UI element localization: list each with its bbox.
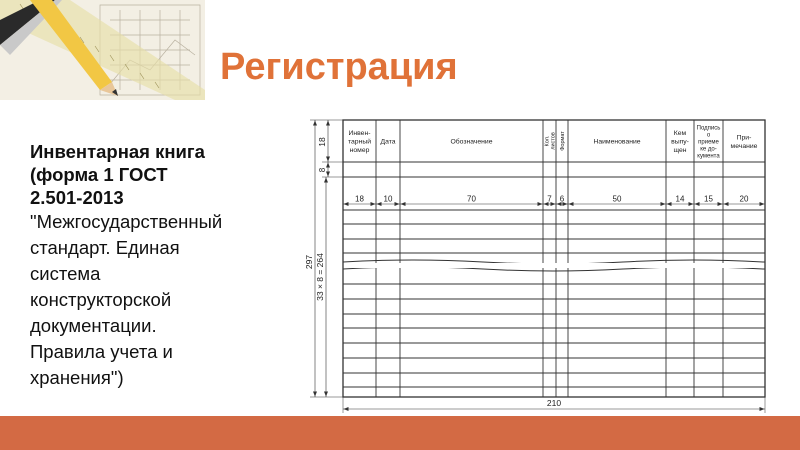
body-line: конструкторской bbox=[30, 289, 172, 310]
break-gap bbox=[344, 263, 764, 268]
total-width-label: 210 bbox=[546, 398, 562, 408]
dimension-arrowhead bbox=[760, 407, 765, 411]
column-width-label: 10 bbox=[383, 194, 393, 204]
column-header-text: Обозначение bbox=[450, 138, 493, 146]
column-header-text: щен bbox=[673, 147, 687, 154]
column-header-text: кумента bbox=[697, 153, 720, 160]
dimension-arrowhead bbox=[695, 202, 700, 206]
dimension-arrowhead bbox=[401, 202, 406, 206]
total-height-label: 297 bbox=[304, 254, 314, 270]
column-width-label: 18 bbox=[355, 194, 364, 204]
header-height-label: 18 bbox=[317, 137, 327, 147]
dimension-arrowhead bbox=[667, 202, 672, 206]
column-header-text: мечание bbox=[730, 142, 758, 150]
drafting-tools-photo bbox=[0, 0, 205, 100]
dimension-arrowhead bbox=[326, 163, 330, 168]
bottom-accent-bar bbox=[0, 416, 800, 450]
dimension-arrowhead bbox=[324, 178, 328, 183]
column-header-text: листов bbox=[550, 132, 557, 150]
column-header-text: выпу- bbox=[671, 138, 689, 146]
dimension-arrowhead bbox=[371, 202, 376, 206]
dimension-arrowhead bbox=[313, 121, 317, 126]
column-header-text: Кол. bbox=[544, 135, 551, 147]
dimension-arrowhead bbox=[324, 392, 328, 397]
rows-height-label: 33 × 8 = 264 bbox=[315, 253, 325, 301]
slide-title: Регистрация bbox=[220, 46, 458, 88]
heading-line: Инвентарная книга bbox=[30, 141, 205, 162]
column-header-text: тарный bbox=[347, 138, 372, 146]
column-header-text: приеме bbox=[698, 139, 719, 146]
column-header-text: номер bbox=[349, 147, 370, 154]
dimension-arrowhead bbox=[313, 392, 317, 397]
column-header-text: о bbox=[706, 132, 711, 139]
column-header-text: ке до- bbox=[700, 146, 717, 153]
dimension-arrowhead bbox=[344, 407, 349, 411]
dimension-arrowhead bbox=[569, 202, 574, 206]
body-line: "Межгосударственный bbox=[30, 211, 223, 232]
description-block bbox=[30, 140, 300, 391]
column-width-label: 70 bbox=[467, 194, 476, 204]
dimension-arrowhead bbox=[377, 202, 382, 206]
dimension-arrowhead bbox=[689, 202, 694, 206]
column-header-text: Наименование bbox=[593, 138, 641, 146]
dimension-arrowhead bbox=[661, 202, 666, 206]
body-line: Правила учета и bbox=[30, 341, 173, 362]
body-line: документации. bbox=[30, 315, 157, 336]
dimension-arrowhead bbox=[395, 202, 400, 206]
row-height-label: 8 bbox=[318, 167, 327, 173]
heading-line: (форма 1 ГОСТ bbox=[30, 164, 168, 185]
form-heading bbox=[30, 140, 300, 209]
body-line: система bbox=[30, 263, 101, 284]
dimension-arrowhead bbox=[326, 157, 330, 162]
column-width-label: 15 bbox=[704, 194, 713, 204]
dimension-arrowhead bbox=[718, 202, 723, 206]
dimension-arrowhead bbox=[724, 202, 729, 206]
heading-line: 2.501-2013 bbox=[30, 187, 124, 208]
column-width-label: 6 bbox=[559, 194, 565, 204]
body-line: стандарт. Единая bbox=[30, 237, 180, 258]
dimension-arrowhead bbox=[344, 202, 349, 206]
column-header-text: Подпись bbox=[696, 125, 721, 132]
inventory-book-form-drawing bbox=[298, 112, 778, 414]
dimension-arrowhead bbox=[760, 202, 765, 206]
column-width-label: 50 bbox=[612, 194, 622, 204]
dimension-arrowhead bbox=[538, 202, 543, 206]
body-line: хранения") bbox=[30, 367, 124, 388]
column-width-label: 20 bbox=[739, 194, 749, 204]
column-header-text: Дата bbox=[380, 138, 396, 146]
column-width-label: 7 bbox=[547, 194, 552, 204]
standard-description bbox=[30, 209, 300, 391]
column-header-text: Формат bbox=[560, 131, 566, 151]
column-width-label: 14 bbox=[675, 194, 685, 204]
column-header-text: При- bbox=[736, 134, 752, 142]
column-header-text: Инвен- bbox=[348, 130, 371, 137]
column-header-text: Кем bbox=[673, 130, 687, 137]
dimension-arrowhead bbox=[326, 121, 330, 126]
